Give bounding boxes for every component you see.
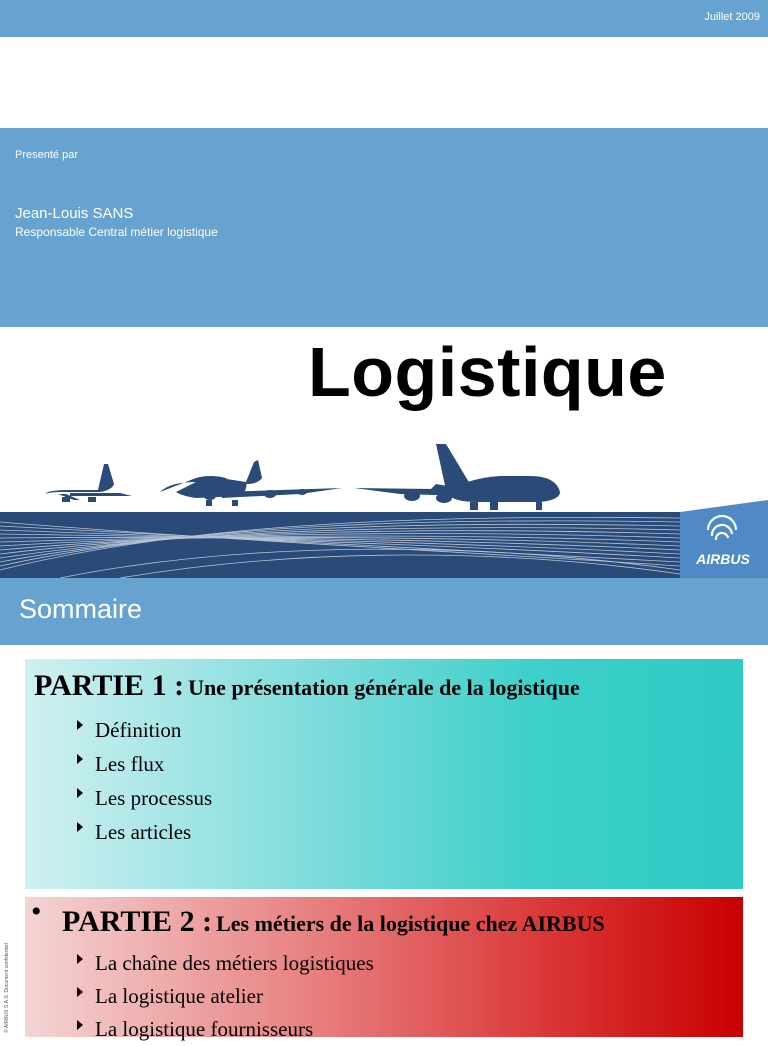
list-item: La chaîne des métiers logistiques	[71, 947, 374, 980]
presenter-role: Responsable Central métier logistique	[15, 225, 218, 239]
triangle-bullet-icon	[77, 754, 83, 764]
partie-2-box	[25, 895, 743, 1041]
top-bar	[0, 0, 768, 37]
partie-1-list	[71, 713, 212, 849]
round-bullet-icon: •	[31, 895, 42, 928]
aircraft-banner	[0, 430, 768, 578]
list-item: La logistique atelier	[71, 980, 374, 1013]
presented-by-label: Presenté par	[15, 149, 78, 161]
airbus-logo-text: AIRBUS	[696, 551, 750, 567]
partie-1-box	[25, 659, 743, 889]
triangle-bullet-icon	[77, 822, 83, 832]
list-item: Définition	[71, 713, 212, 747]
date-label: Juillet 2009	[704, 11, 760, 23]
triangle-bullet-icon	[77, 788, 83, 798]
list-item: La logistique fournisseurs	[71, 1013, 374, 1046]
partie-1-heading	[34, 669, 580, 703]
aircraft-silhouette-2	[160, 460, 342, 506]
sommaire-bar	[0, 578, 768, 645]
aircraft-silhouette-3	[354, 444, 560, 510]
presenter-panel	[0, 128, 768, 327]
partie-1-label: PARTIE 1 :	[34, 669, 185, 702]
partie-2-label: PARTIE 2 :	[62, 905, 213, 938]
triangle-bullet-icon	[77, 954, 83, 964]
partie-1-subtitle: Une présentation générale de la logistique	[188, 675, 580, 700]
presenter-name: Jean-Louis SANS	[15, 205, 134, 222]
partie-2-subtitle: Les métiers de la logistique chez AIRBUS	[216, 911, 605, 936]
triangle-bullet-icon	[77, 720, 83, 730]
triangle-bullet-icon	[77, 1020, 83, 1030]
aircraft-silhouette-1	[42, 464, 132, 502]
confidential-note: © AIRBUS S.A.S. Document confidentiel	[3, 943, 10, 1033]
sommaire-title: Sommaire	[19, 594, 143, 624]
list-item: Les processus	[71, 781, 212, 815]
partie-2-heading	[62, 905, 605, 939]
triangle-bullet-icon	[77, 987, 83, 997]
list-item: Les articles	[71, 815, 212, 849]
partie-2-list	[71, 947, 374, 1046]
slide-title: Logistique	[308, 333, 667, 411]
list-item: Les flux	[71, 747, 212, 781]
